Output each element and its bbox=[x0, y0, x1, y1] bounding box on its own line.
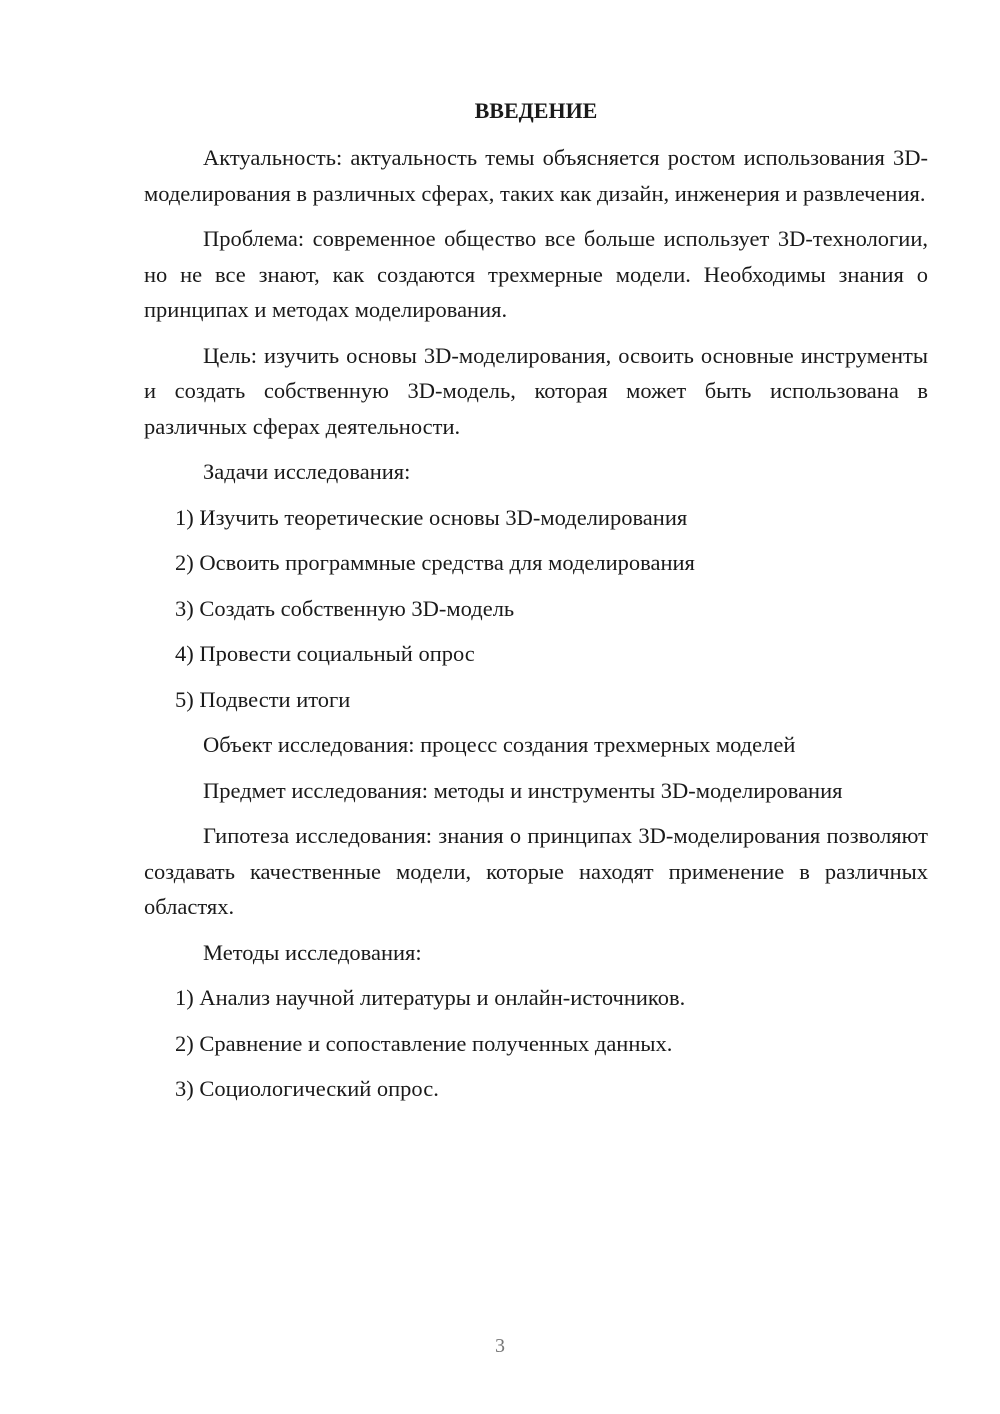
subject-paragraph: Предмет исследования: методы и инструменты 3D-моделирования bbox=[203, 777, 843, 803]
goal-paragraph: Цель: изучить основы 3D-моделирования, освоить основные инструменты и создать собственную 3D-модель, которая может быть использована в различных сферах деятельности. bbox=[144, 342, 928, 439]
tasks-list bbox=[144, 500, 928, 718]
page-content bbox=[144, 94, 928, 1117]
task-item: 3) Создать собственную 3D-модель bbox=[175, 595, 515, 621]
method-item: 1) Анализ научной литературы и онлайн-источников. bbox=[175, 985, 686, 1010]
task-item: 4) Провести социальный опрос bbox=[175, 641, 475, 666]
method-item: 3) Социологический опрос. bbox=[175, 1076, 439, 1101]
task-item: 5) Подвести итоги bbox=[175, 686, 351, 712]
task-item: 1) Изучить теоретические основы 3D-моделирования bbox=[175, 504, 688, 530]
problem-paragraph: Проблема: современное общество все больше использует 3D-технологии, но не все знают, как создаются трехмерные модели. Необходимы знания о принципах и методах моделирования. bbox=[144, 226, 928, 322]
page-number: 3 bbox=[495, 1335, 505, 1357]
tasks-heading: Задачи исследования: bbox=[203, 459, 411, 484]
methods-list bbox=[144, 980, 928, 1107]
page-title: ВВЕДЕНИЕ bbox=[474, 98, 598, 123]
relevance-paragraph: Актуальность: актуальность темы объясняется ростом использования 3D-моделирования в различных сферах, таких как дизайн, инженерия и развлечения. bbox=[144, 145, 928, 206]
object-paragraph: Объект исследования: процесс создания трехмерных моделей bbox=[203, 732, 796, 757]
hypothesis-paragraph: Гипотеза исследования: знания о принципах 3D-моделирования позволяют создавать качественные модели, которые находят применение в различных областях. bbox=[144, 823, 928, 919]
method-item: 2) Сравнение и сопоставление полученных данных. bbox=[175, 1030, 673, 1056]
methods-heading: Методы исследования: bbox=[203, 939, 422, 965]
task-item: 2) Освоить программные средства для моделирования bbox=[175, 550, 695, 575]
